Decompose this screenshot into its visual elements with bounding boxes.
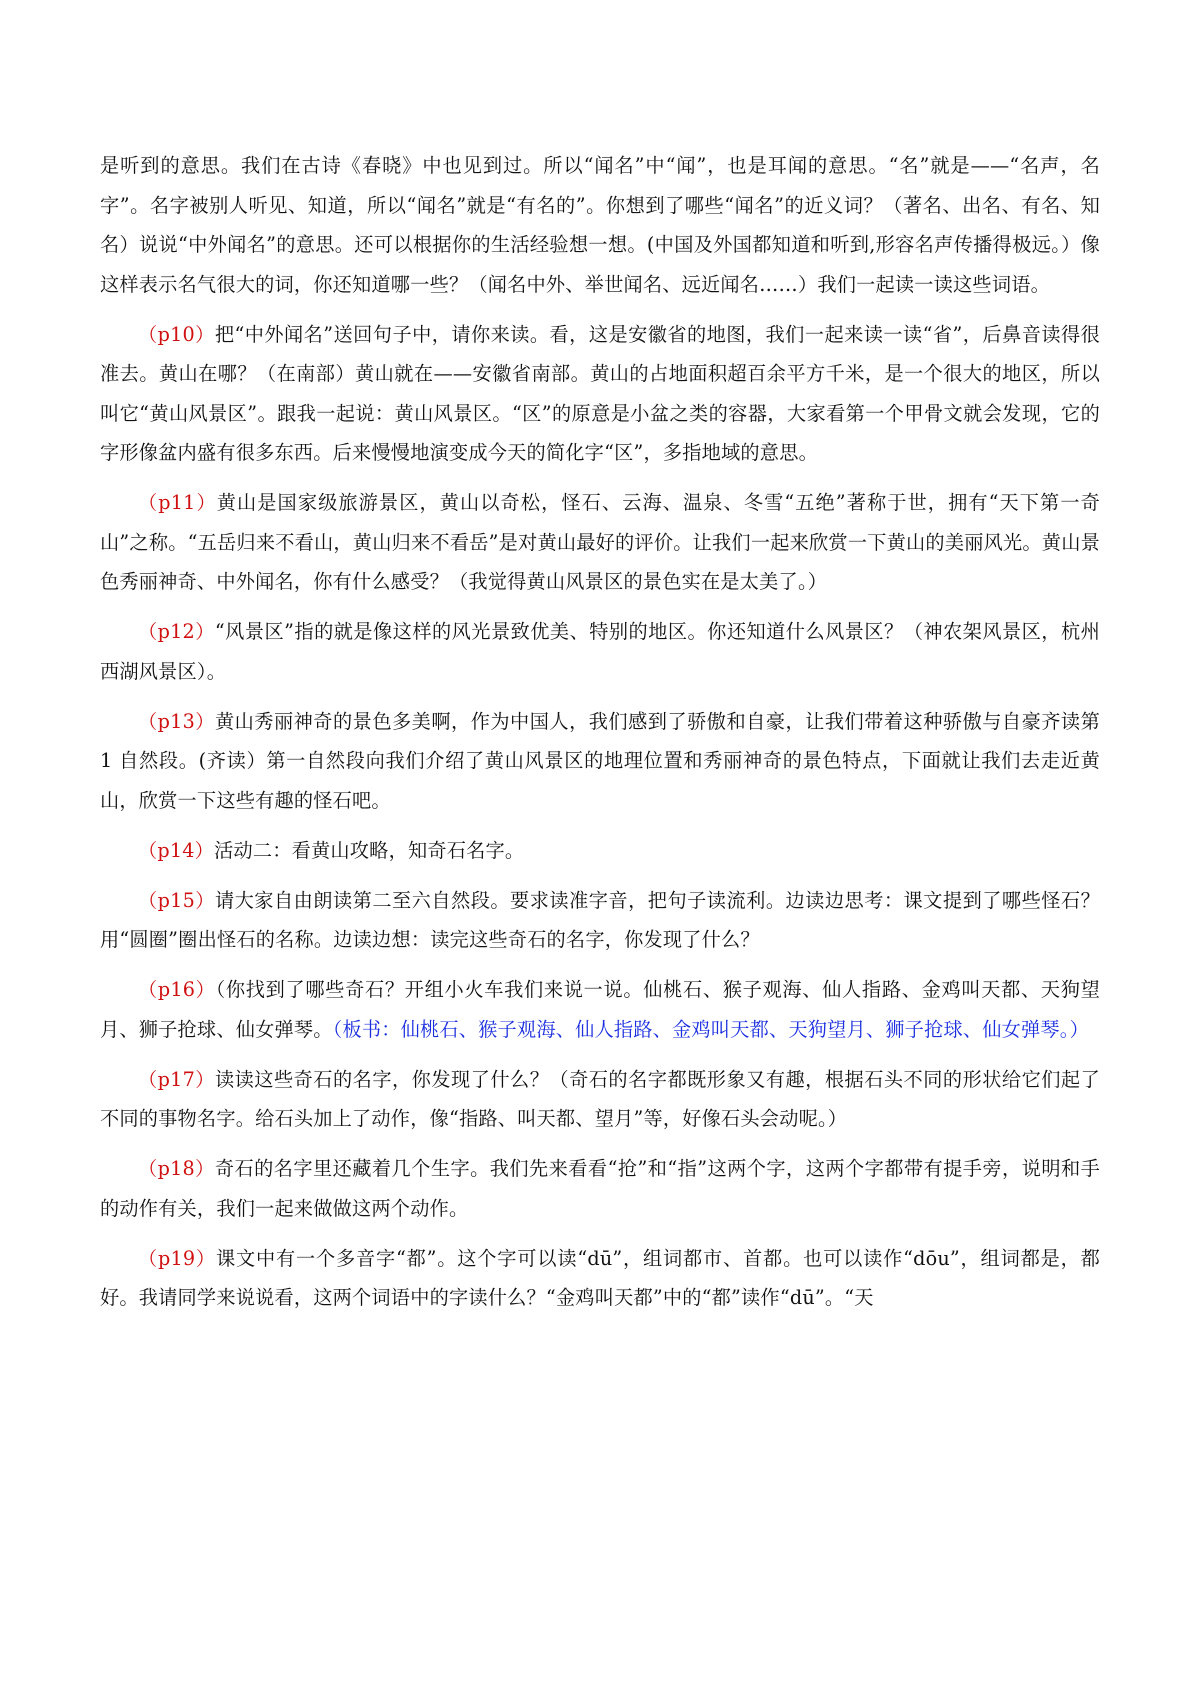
paragraph	[100, 831, 1100, 871]
slide-tag: （p13）	[138, 709, 215, 733]
slide-tag: （p14）	[138, 838, 215, 862]
paragraph	[100, 702, 1100, 821]
slide-tag: （p18）	[138, 1157, 215, 1180]
paragraph-text: 是听到的意思。我们在古诗《春晓》中也见到过。所以“闻名”中“闻”，也是耳闻的意思。“名”就是——“名声，名字”。名字被别人听见、知道，所以“闻名”就是“有名的”。你想到了哪些“闻名”的近义词？（著名、出名、有名、知名）说说“中外闻名”的意思。还可以根据你的生活经验想一想。(中国及外国都知道和听到,形容名声传播得极远。）像这样表示名气很大的词，你还知道哪一些？（闻名中外、举世闻名、远近闻名……）我们一起读一读这些词语。	[100, 154, 1100, 296]
paragraph-text: 读读这些奇石的名字，你发现了什么？（奇石的名字都既形象又有趣，根据石头不同的形状给它们起了不同的事物名字。给石头加上了动作，像“指路、叫天都、望月”等，好像石头会动呢。）	[100, 1067, 1100, 1130]
paragraph	[100, 881, 1100, 960]
paragraph	[100, 315, 1100, 473]
blackboard-note: （板书：仙桃石、猴子观海、仙人指路、金鸡叫天都、天狗望月、狮子抢球、仙女弹琴。）	[332, 1017, 1089, 1041]
paragraph-text: 把“中外闻名”送回句子中，请你来读。看，这是安徽省的地图，我们一起来读一读“省”，后鼻音读得很准去。黄山在哪？（在南部）黄山就在——安徽省南部。黄山的占地面积超百余平方千米，是一个很大的地区，所以叫它“黄山风景区”。跟我一起说：黄山风景区。“区”的原意是小盆之类的容器，大家看第一个甲骨文就会发现，它的字形像盆内盛有很多东西。后来慢慢地演变成今天的简化字“区”，多指地域的意思。	[100, 322, 1100, 464]
paragraph	[100, 1060, 1100, 1139]
paragraph	[100, 1149, 1100, 1228]
paragraph	[100, 1239, 1100, 1318]
paragraph	[100, 612, 1100, 691]
slide-tag: （p16）	[138, 978, 216, 1001]
slide-tag: （p15）	[138, 888, 215, 912]
paragraph-text: 请大家自由朗读第二至六自然段。要求读准字音，把句子读流利。边读边思考：课文提到了哪些怪石？用“圆圈”圈出怪石的名称。边读边想：读完这些奇石的名字，你发现了什么？	[100, 888, 1100, 951]
paragraph	[100, 483, 1100, 602]
slide-tag: （p10）	[138, 322, 215, 346]
slide-tag: （p12）	[138, 620, 215, 643]
paragraph-text: “风景区”指的就是像这样的风光景致优美、特别的地区。你还知道什么风景区？（神农架风景区，杭州西湖风景区）。	[100, 620, 1100, 683]
paragraph-text: 黄山秀丽神奇的景色多美啊，作为中国人，我们感到了骄傲和自豪，让我们带着这种骄傲与自豪齐读第 1 自然段。(齐读）第一自然段向我们介绍了黄山风景区的地理位置和秀丽神奇的景色特点，下面就让我们去走近黄山，欣赏一下这些有趣的怪石吧。	[100, 709, 1100, 812]
paragraph-text: 活动二：看黄山攻略，知奇石名字。	[214, 838, 525, 862]
slide-tag: （p11）	[138, 491, 217, 514]
paragraph-text: （你找到了哪些奇石？开组小火车我们来说一说。仙桃石、猴子观海、仙人指路、金鸡叫天都、天狗望月、狮子抢球、仙女弹琴。	[100, 978, 1100, 1041]
paragraph-text: 黄山是国家级旅游景区，黄山以奇松，怪石、云海、温泉、冬雪“五绝”著称于世，拥有“天下第一奇山”之称。“五岳归来不看山，黄山归来不看岳”是对黄山最好的评价。让我们一起来欣赏一下黄山的美丽风光。黄山景色秀丽神奇、中外闻名，你有什么感受？（我觉得黄山风景区的景色实在是太美了。）	[100, 491, 1100, 593]
paragraph-text: 奇石的名字里还藏着几个生字。我们先来看看“抢”和“指”这两个字，这两个字都带有提手旁，说明和手的动作有关，我们一起来做做这两个动作。	[100, 1157, 1100, 1220]
slide-tag: （p19）	[138, 1246, 216, 1270]
paragraph	[100, 970, 1100, 1049]
paragraph-text: 课文中有一个多音字“都”。这个字可以读“dū”，组词都市、首都。也可以读作“dōu”，组词都是，都好。我请同学来说说看，这两个词语中的字读什么？“金鸡叫天都”中的“都”读作“dū”。“天	[100, 1246, 1100, 1309]
slide-tag: （p17）	[138, 1067, 215, 1091]
paragraph	[100, 146, 1100, 304]
